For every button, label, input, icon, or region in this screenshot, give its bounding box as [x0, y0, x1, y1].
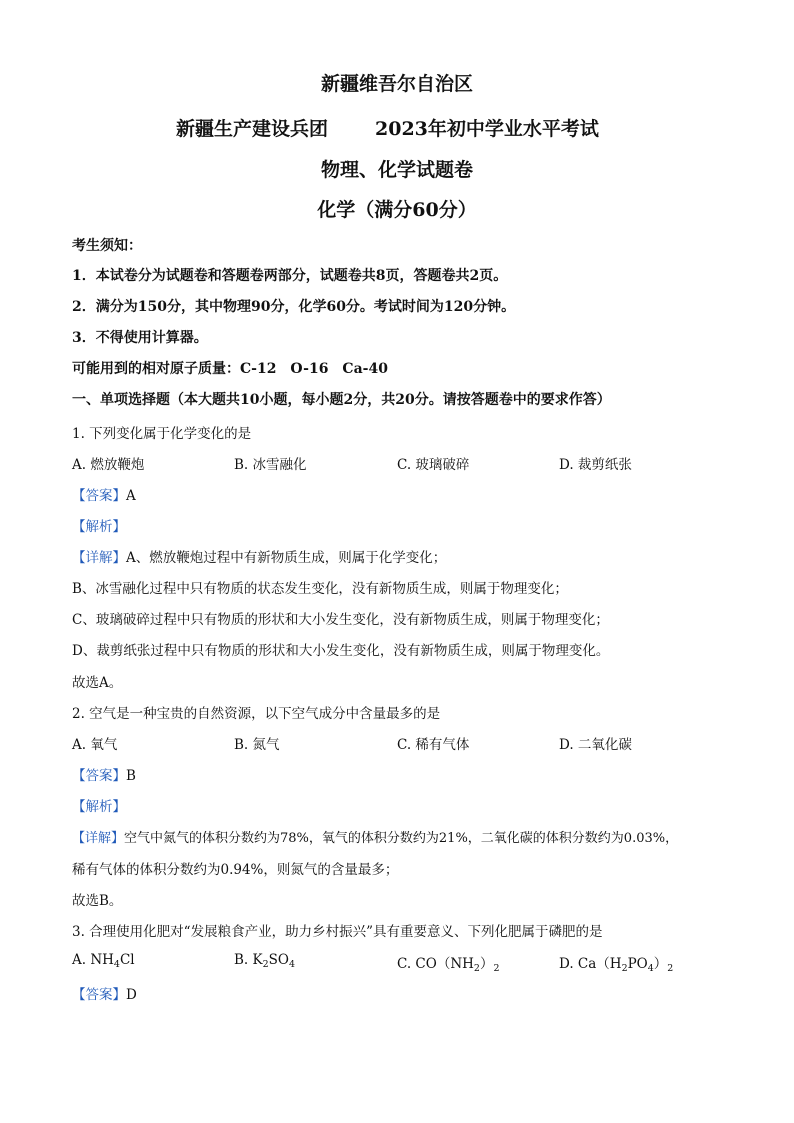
detail-label: 【详解】: [72, 831, 125, 846]
paper-title: 物理、化学试题卷: [320, 159, 473, 181]
detail-line: [72, 546, 446, 566]
detail-line: 稀有气体的体积分数约为0.94%，则氮气的含量最多；: [72, 862, 399, 878]
conclusion: 故选A。: [72, 675, 123, 691]
answer-label: 【答案】: [72, 768, 126, 784]
section-title: 一、单项选择题（本大题共10小题，每小题2分，共20分。请按答题卷中的要求作答）: [72, 392, 611, 408]
conclusion: 故选B。: [72, 893, 123, 909]
atomic-mass-line: 可能用到的相对原子质量：C-12 O-16 Ca-40: [72, 361, 388, 377]
detail-line: [72, 827, 678, 846]
detail-label: 【详解】: [72, 550, 126, 566]
answer-value: B: [126, 768, 136, 784]
region-title: 新疆维吾尔自治区: [320, 73, 473, 95]
answer-value: D: [126, 987, 137, 1003]
option-d: D. 二氧化碳: [559, 737, 632, 753]
option-a: A. 燃放鞭炮: [72, 457, 145, 473]
detail-text: 空气中氮气的体积分数约为78%，氧气的体积分数约为21%，二氧化碳的体积分数约为0.03%，: [124, 831, 679, 846]
analysis-label: 【解析】: [72, 799, 126, 815]
option-d: D. 裁剪纸张: [559, 457, 632, 473]
detail-line: B、冰雪融化过程中只有物质的状态发生变化，没有新物质生成，则属于物理变化；: [72, 581, 568, 597]
note-item: 1．本试卷分为试题卷和答题卷两部分，试题卷共8页，答题卷共2页。: [72, 268, 508, 284]
corps-title: 新疆生产建设兵团: [176, 118, 329, 140]
exam-title: 2023年初中学业水平考试: [375, 118, 599, 140]
subject-title: 化学（满分60分）: [317, 199, 477, 221]
answer-value: A: [126, 488, 136, 504]
option-b: B. 氮气: [234, 737, 280, 753]
question-stem: 3. 合理使用化肥对“发展粮食产业，助力乡村振兴”具有重要意义、下列化肥属于磷肥的是: [72, 924, 603, 940]
note-item: 2．满分为150分，其中物理90分，化学60分。考试时间为120分钟。: [72, 299, 516, 315]
option-a: A. 氧气: [72, 737, 118, 753]
option-d: D. $Ca(H_2PO_4)_2$: [559, 956, 674, 974]
notes-title: 考生须知：: [72, 238, 142, 254]
detail-line: D、裁剪纸张过程中只有物质的形状和大小发生变化，没有新物质生成，则属于物理变化。: [72, 643, 610, 659]
option-c: C. 玻璃破碎: [397, 457, 470, 473]
question-stem: 1. 下列变化属于化学变化的是: [72, 426, 252, 442]
answer-label: 【答案】: [72, 488, 126, 504]
note-item: 3．不得使用计算器。: [72, 330, 208, 346]
question-stem: 2. 空气是一种宝贵的自然资源，以下空气成分中含量最多的是: [72, 706, 441, 722]
analysis-label: 【解析】: [72, 519, 126, 535]
option-b: B. $K_2SO_4$: [234, 952, 295, 970]
answer-line: [72, 484, 136, 504]
option-b: B. 冰雪融化: [234, 457, 307, 473]
option-c: C. $CO(NH_2)_2$: [397, 956, 500, 974]
option-a: A. $NH_4Cl$: [72, 952, 135, 970]
answer-line: [72, 764, 136, 784]
option-c: C. 稀有气体: [397, 737, 470, 753]
detail-text: A、燃放鞭炮过程中有新物质生成，则属于化学变化；: [126, 550, 447, 566]
answer-label: 【答案】: [72, 987, 126, 1003]
detail-line: C、玻璃破碎过程中只有物质的形状和大小发生变化，没有新物质生成，则属于物理变化；: [72, 612, 609, 628]
answer-line: [72, 983, 137, 1003]
